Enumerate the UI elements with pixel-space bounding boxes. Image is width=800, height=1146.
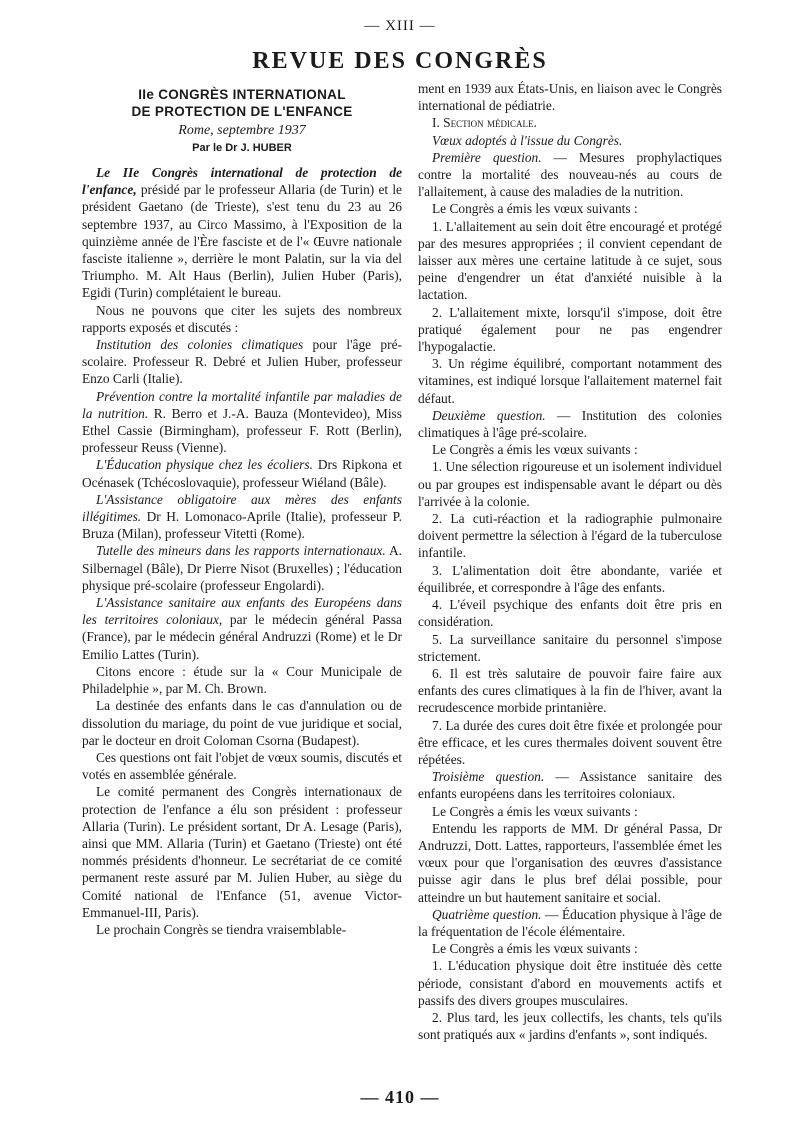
paragraph: 4. L'éveil psychique des enfants doit être pris en considération. [418, 597, 722, 630]
paragraph: 1. L'allaitement au sein doit être encouragé et protégé par des mesures appropriées ; il convient cependant de laisser aux mères une certaine latitude à ce sujet, sous peine d'engendrer un état d'anxiété nuisible à la lactation. [418, 218, 722, 303]
paragraph: Le prochain Congrès se tiendra vraisemblable- [96, 921, 347, 937]
paragraph: Le Congrès a émis les vœux suivants : [432, 941, 638, 957]
question-title: Deuxième question. [432, 407, 546, 423]
question-title: Troisième question. [432, 769, 545, 785]
paragraph [82, 388, 402, 457]
paragraph: Le comité permanent des Congrès internationaux de protection de l'enfance a élu son président : professeur Allaria (Turin). Le président sortant, Dr A. Lesage (Paris), ainsi que MM. Allaria (Turin) et Gaetano (Trieste) ont été nommés présidents d'honneur. Le secrétariat de ce comité permanent reste assuré par M. Julien Huber, au siège du Comité national de l'Enfance (51, avenue Victor-Emmanuel-III, Paris). [82, 784, 402, 920]
topic-title: L'Assistance sanitaire aux enfants des Européens dans les territoires coloniaux, [82, 595, 402, 628]
left-column [82, 86, 402, 938]
paragraph: 2. La cuti-réaction et la radiographie pulmonaire doivent permettre la sélection à l'égard de la tuberculose infantile. [418, 511, 722, 561]
article-place-date: Rome, septembre 1937 [178, 123, 306, 138]
paragraph [82, 594, 402, 663]
question-title: Première question. [432, 149, 542, 165]
section-heading: I. Section médicale. [432, 115, 537, 131]
paragraph-text: pour l'âge pré-scolaire. Professeur R. Debré et Julien Huber, professeur Enzo Carli (Italie). [82, 337, 402, 387]
subheading: Vœux adoptés à l'issue du Congrès. [432, 132, 623, 148]
paragraph: 3. L'alimentation doit être abondante, variée et équilibrée, et correspondre à l'âge des enfants. [418, 562, 722, 595]
paragraph: 6. Il est très salutaire de pouvoir faire faire aux enfants des cures climatiques à la fin de l'hiver, avant la recrudescence morbide printanière. [418, 665, 722, 716]
lead-phrase: Le IIe Congrès international de protection de l'enfance, [82, 165, 402, 198]
paragraph-text: présidé par le professeur Allaria (de Turin) et le président Gaetano (de Trieste), s'est tenu du 23 au 26 septembre 1937, au Circo Massimo, à l'Exposition de la quinzième année de l'Ère fasciste et de l'« Œuvre nationale fasciste italienne », derrière le mont Palatin, sur la via del Triumpho. M. Alt Haus (Berlin), Julien Huber (Paris), Egidi (Turin) complétaient le bureau. [82, 182, 402, 301]
paragraph [82, 491, 402, 543]
topic-title: L'Éducation physique chez les écoliers. [96, 457, 313, 473]
paragraph: Le Congrès a émis les vœux suivants : [432, 201, 638, 217]
paragraph: Nous ne pouvons que citer les sujets des nombreux rapports exposés et discutés : [82, 302, 402, 335]
paragraph-text: par le médecin général Passa (France), par le médecin général Andruzzi (Rome) et le Dr Emilio Lattes (Turin). [82, 612, 402, 662]
article-heading-line1: IIe CONGRÈS INTERNATIONAL [138, 87, 346, 102]
paragraph: Citons encore : étude sur la « Cour Municipale de Philadelphie », par M. Ch. Brown. [82, 663, 402, 697]
paragraph: Le Congrès a émis les vœux suivants : [432, 803, 638, 819]
paragraph: 2. Plus tard, les jeux collectifs, les chants, tels qu'ils sont pratiqués aux « jardins d'enfants », sont indiqués. [418, 1009, 722, 1043]
paragraph [418, 407, 722, 441]
roman-page-number: — XIII — [364, 18, 436, 34]
paragraph-text: — Éducation physique à l'âge de la fréquentation de l'école élémentaire. [418, 906, 723, 939]
paragraph: Entendu les rapports de MM. Dr général Passa, Dr Andruzzi, Dott. Lattes, rapporteurs, l'assemblée émet les vœux pour que l'organisation des œuvres d'assistance puisse agir dans le plus bref délai possible, pour atteindre un but hautement sanitaire et social. [418, 820, 722, 905]
paragraph [418, 149, 722, 201]
paragraph [418, 768, 722, 802]
paragraph: La destinée des enfants dans le cas d'annulation ou de dissolution du mariage, du point de vue juridique et social, par le docteur en droit Coloman Csorna (Budapest). [82, 698, 402, 748]
page-number: — 410 — [360, 1087, 440, 1107]
paragraph-text: — Institution des colonies climatiques à l'âge pré-scolaire. [418, 407, 722, 441]
right-column [418, 80, 722, 1043]
paragraph [418, 906, 722, 940]
article-byline: Par le Dr J. HUBER [192, 142, 292, 154]
paragraph [82, 336, 402, 388]
topic-title: L'Assistance obligatoire aux mères des enfants illégitimes. [82, 491, 402, 525]
paragraph-text: — Mesures prophylactiques contre la mortalité des nouveau-nés au cours de l'allaitement, à cause des maladies de la nutrition. [418, 149, 722, 200]
paragraph: 5. La surveillance sanitaire du personnel s'impose strictement. [418, 631, 722, 664]
topic-title: Institution des colonies climatiques [96, 337, 304, 353]
paragraph [82, 542, 402, 594]
topic-title: Prévention contre la mortalité infantile par maladies de la nutrition. [82, 388, 402, 421]
paragraph: 2. L'allaitement mixte, lorsqu'il s'impose, doit être pratiqué également pour ne pas engendrer l'hypogalactie. [418, 304, 722, 355]
paragraph: 1. Une sélection rigoureuse et un isolement individuel ou par groupes est indispensable avant le départ ou dès l'arrivée à la colonie. [418, 459, 722, 509]
paragraph-text: R. Berro et J.-A. Bauza (Montevideo), Miss Ethel Cassie (Birmingham), professeur F. Rott (Berlin), professeur Reuss (Vienne). [82, 405, 402, 456]
paragraph: 1. L'éducation physique doit être instituée dès cette période, consistant d'abord en mouvements actifs et passifs des divers groupes musculaires. [418, 958, 722, 1008]
article-heading-line2: DE PROTECTION DE L'ENFANCE [131, 104, 353, 119]
question-title: Quatrième question. [432, 906, 542, 922]
paragraph: 3. Un régime équilibré, comportant notamment des vitamines, est indiqué lorsque l'allaitement maternel fait défaut. [418, 356, 722, 406]
paragraph: 7. La durée des cures doit être fixée et prolongée pour être efficace, et les cures thermales doivent souvent être répétées. [418, 717, 722, 767]
topic-title: Tutelle des mineurs dans les rapports internationaux. [96, 543, 386, 559]
paragraph-text: Drs Ripkona et Océnasek (Tchécoslovaquie), professeur Wiéland (Bâle). [82, 457, 402, 490]
paragraph [82, 456, 402, 490]
section-title: REVUE DES CONGRÈS [252, 48, 548, 74]
paragraph-text: A. Silbernagel (Bâle), Dr Pierre Nisot (Bruxelles) ; l'éducation physique pré-scolaire (professeur Engolardi). [82, 543, 402, 593]
paragraph: ment en 1939 aux États-Unis, en liaison avec le Congrès international de pédiatrie. [418, 81, 722, 114]
paragraph-text: — Assistance sanitaire des enfants européens dans les territoires coloniaux. [418, 769, 722, 802]
paragraph [82, 164, 402, 302]
paragraph-text: Dr H. Lomonaco-Aprile (Italie), professeur P. Bruza (Milan), professeur Vitetti (Rome). [82, 509, 402, 542]
paragraph: Ces questions ont fait l'objet de vœux soumis, discutés et votés en assemblée générale. [82, 749, 402, 783]
paragraph: Le Congrès a émis les vœux suivants : [432, 442, 638, 458]
